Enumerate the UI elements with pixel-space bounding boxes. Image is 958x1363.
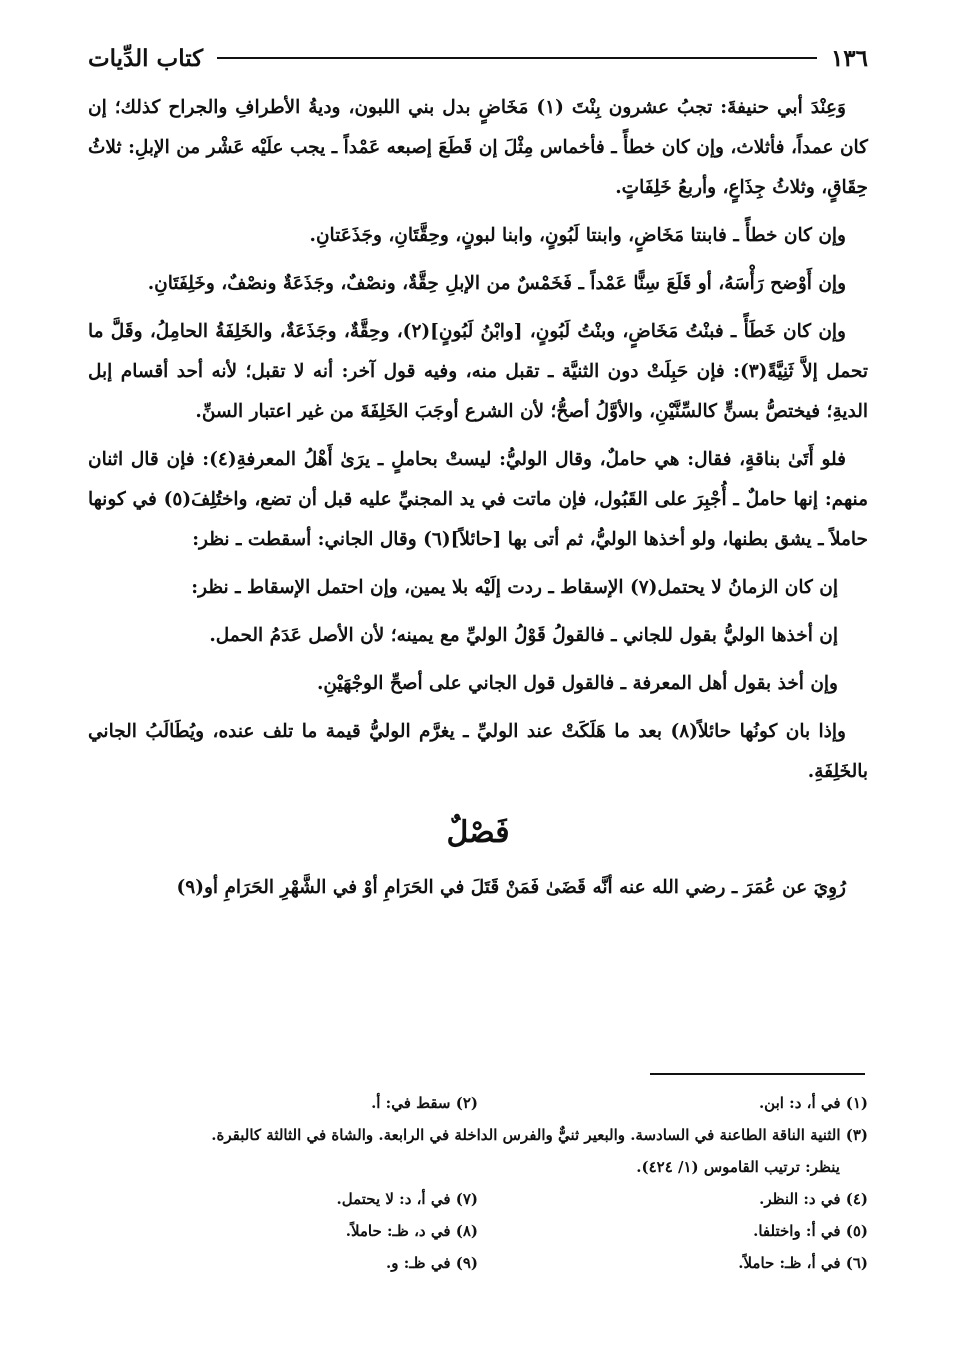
paragraph: وإن كان خطأً ـ فابنتا مَخَاضٍ، وابنتا لَبُونٍ، وابنا لبونٍ، وحِقَّتَانِ، وجَذَعَتانِ. <box>309 225 846 246</box>
paragraph: وإن أخذ بقول أهل المعرفة ـ فالقول قول الجاني على أصحِّ الوجْهَيْنِ. <box>316 673 838 694</box>
paragraph: وإن أَوْضح رَأْسَهُ، أو قَلَعَ سِنًّا عَمْداً ـ فَخَمْسٌ من الإبلِ حِقَّةٌ، ونصْفٌ، وجَذَعَةٌ ونصْفٌ، وخَلِفَتَانِ. <box>147 273 846 294</box>
footnote: (٢) سقط في: أ. <box>371 1094 478 1112</box>
paragraph: وإذا بان كونُها حائلاً(٨) بعد ما هَلَكَتْ عند الوليِّ ـ يغرَّم الوليُّ قيمة ما تلف عنده، ويُطَالَبُ الجاني بالخَلِفَةِ. <box>88 721 868 782</box>
footnote-row <box>88 1247 868 1279</box>
paragraph: فلو أَتَىٰ بناقةٍ، فقال: هي حاملٌ، وقال الوليُّ: ليستْ بحاملٍ ـ يرَىٰ أَهْلُ المعرفةِ(٤): فإن قال اثنان منهم: إنها حاملٌ ـ أُجْبِرَ على القَبُول، فإن ماتت في يد المجنيِّ عليه قبل أن تضع، واختُلِفَ(٥) في كونها حاملاً ـ يشق بطنها، ولو أخذها الوليُّ، ثم أتى بها [حائلاً](٦) وقال الجاني: أسقطت ـ نظر: <box>88 449 869 550</box>
footnote: (٧) في أ، د: لا يحتمل. <box>336 1190 478 1208</box>
paragraph: رُوِيَ عن عُمَرَ ـ رضي الله عنه أنَّه قَضَىٰ فَمَنْ قَتَلَ في الحَرَامِ أوْ في الشَّهْرِ الحَرَامِ أو(٩) <box>176 877 846 898</box>
footnote: (٥) في أ: واختلفا. <box>753 1222 868 1240</box>
footnote-row <box>88 1215 868 1247</box>
footnotes <box>88 1087 868 1279</box>
footnote-rule <box>650 1073 865 1075</box>
footnote: (٦) في أ، ظـ: حاملاً. <box>738 1254 868 1272</box>
footnote-row <box>88 1087 868 1119</box>
footnote: ينظر: ترتيب القاموس (١/ ٤٢٤). <box>636 1158 840 1176</box>
header-rule <box>217 57 817 59</box>
running-title: كتاب الدِّيات <box>88 44 204 72</box>
section-heading: فَصْلٌ <box>446 815 510 850</box>
paragraph: إن أخذها الوليُّ بقول للجاني ـ فالقولُ قَوْلُ الوليِّ مع يمينه؛ لأن الأصل عَدَمُ الحمل. <box>209 625 838 646</box>
footnote: (٩) في ظـ: و. <box>386 1254 478 1272</box>
paragraph: وَعِنْدَ أبي حنيفةَ: تجبُ عشرون بِنْتَ (١) مَخَاضٍ بدل بني اللبون، وديةُ الأطرافِ والجراح كذلك؛ إن كان عمداً، فأثلاث، وإن كان خطأً ـ فأخماس مِثْلَ إن قَطَعَ إصبعه عَمْداً ـ يجب علَيْه عَشْر من الإبلِ: ثلاثُ حِقَاقٍ، وثلاثُ جِذَاعٍ، وأربعُ خَلِفَاتٍ. <box>88 97 868 198</box>
footnote-row <box>88 1183 868 1215</box>
footnote: (١) في أ، د: ابن. <box>758 1094 868 1112</box>
paragraph: وإن كان خَطَأً ـ فبنْتُ مَخَاضٍ، وبنْتُ لَبُونٍ، [وابْنُ لَبُونٍ](٢)، وحِقَّةٌ، وجَذَعَةٌ، والخَلِفَةُ الحامِلُ، وقَلَّ ما تحمل إلاَّ ثَنِيَّةً(٣): فإن حَبِلَتْ دون الثنيَّة ـ تقبل منه، وفيه قول آخر: أنه لا تقبل؛ لأنه أحد أقسام إبل الديةِ؛ فيختصُّ بسنٍّ كالسِّنَّيْنِ، والأوَّلُ أصحُّ؛ لأن الشرع أوجَبَ الخَلِفَةَ من غير اعتبار السنِّ. <box>88 321 868 422</box>
footnote: (٨) في د، ظـ: حاملاً. <box>345 1222 478 1240</box>
paragraph: إن كان الزمانُ لا يحتمل(٧) الإسقاط ـ ردت إلَيْه بلا يمين، وإن احتمل الإسقاط ـ نظر: <box>191 577 838 598</box>
footnote: (٤) في د: النظر. <box>759 1190 868 1208</box>
main-text <box>88 88 868 916</box>
page-header <box>88 38 868 78</box>
page-number: ١٣٦ <box>830 44 868 72</box>
footnote: (٣) الثنية الناقة الطاعنة في السادسة. والبعير ثنيٌّ والفرس الداخلة في الرابعة. والشاة في الثالثة كالبقرة. <box>211 1126 868 1144</box>
